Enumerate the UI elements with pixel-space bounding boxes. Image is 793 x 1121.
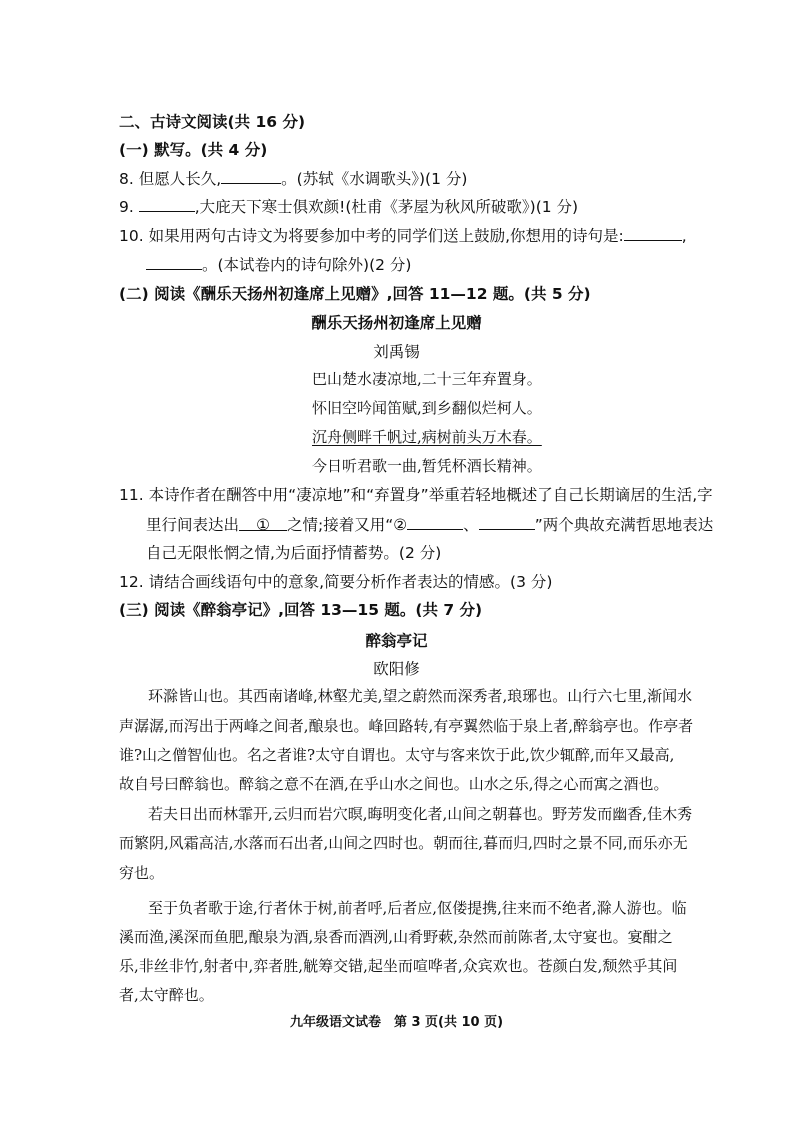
q12-text: 请结合画线语句中的意象,简要分析作者表达的情感。(3 分) (148, 573, 553, 591)
q11-text-d: ”两个典故充满哲思地表达 (534, 516, 714, 534)
question-9 (119, 196, 578, 217)
question-10 (119, 225, 687, 246)
essay-p1-line: 谁?山之僧智仙也。名之者谁?太守自谓也。太守与客来饮于此,饮少辄醉,而年又最高, (119, 746, 675, 764)
essay-p2-line: 穷也。 (119, 864, 165, 882)
question-12 (119, 572, 552, 592)
q11-blank-1[interactable]: ① (239, 515, 287, 531)
essay-p3-line: 者,太守醉也。 (119, 986, 214, 1004)
poem-title: 酬乐天扬州初逢席上见赠 (311, 314, 482, 332)
essay-p1-line: 环滁皆山也。其西南诸峰,林壑尤美,望之蔚然而深秀者,琅琊也。山行六七里,渐闻水 (148, 687, 693, 705)
q8-answer-blank[interactable] (221, 168, 281, 184)
poem-line: 巴山楚水凄凉地,二十三年弃置身。 (312, 370, 542, 388)
section-title: 二、古诗文阅读(共 16 分) (119, 113, 306, 131)
question-11-line-2 (146, 514, 713, 535)
q11-blank-2a[interactable] (407, 514, 463, 530)
q8-number: 8. (119, 170, 134, 188)
q11-text-c: 、 (463, 516, 479, 534)
question-11-line-3: 自己无限怅惘之情,为后面抒情蓄势。(2 分) (146, 544, 442, 562)
q11-line-1: 本诗作者在酬答中用“凄凉地”和“弃置身”举重若轻地概述了自己长期谪居的生活,字 (148, 486, 713, 504)
q10-answer-blank-1[interactable] (624, 225, 682, 241)
essay-p1-line: 声潺潺,而泻出于两峰之间者,酿泉也。峰回路转,有亭翼然临于泉上者,醉翁亭也。作亭者 (119, 717, 694, 735)
q10-number: 10. (119, 227, 144, 245)
q11-text-a: 里行间表达出 (146, 516, 240, 534)
question-10-cont (146, 254, 411, 275)
question-8 (119, 168, 467, 189)
q10-text-a: 如果用两句古诗文为将要参加中考的同学们送上鼓励,你想用的诗句是: (148, 227, 624, 245)
q11-blank-2b[interactable] (479, 514, 535, 530)
poem-author: 刘禹锡 (373, 343, 420, 361)
q9-number: 9. (119, 198, 134, 216)
q9-text-b: ,大庇天下寒士俱欢颜!(杜甫《茅屋为秋风所破歌》)(1 分) (194, 198, 579, 216)
essay-author: 欧阳修 (373, 660, 420, 678)
poem-line-underlined: 沉舟侧畔千帆过,病树前头万木春。 (312, 428, 542, 446)
q8-text-b: 。(苏轼《水调歌头》)(1 分) (281, 170, 468, 188)
essay-p2-line: 而繁阴,风霜高洁,水落而石出者,山间之四时也。朝而往,暮而归,四时之景不同,而乐亦无 (119, 834, 688, 852)
q12-number: 12. (119, 573, 144, 591)
q10-text-c: 。(本试卷内的诗句除外)(2 分) (202, 256, 412, 274)
q11-text-b: 之情;接着又用“② (287, 516, 408, 534)
essay-p2-line: 若夫日出而林霏开,云归而岩穴暝,晦明变化者,山间之朝暮也。野芳发而幽香,佳木秀 (148, 805, 693, 823)
q10-answer-blank-2[interactable] (146, 254, 202, 270)
poem-line: 怀旧空吟闻笛赋,到乡翻似烂柯人。 (312, 399, 542, 417)
essay-title: 醉翁亭记 (365, 632, 428, 650)
q11-number: 11. (119, 486, 144, 504)
q10-text-b: , (681, 227, 687, 245)
part1-heading: (一) 默写。(共 4 分) (119, 141, 268, 159)
page-footer: 九年级语文试卷 第 3 页(共 10 页) (289, 1015, 504, 1030)
q8-text-a: 但愿人长久, (138, 170, 222, 188)
essay-p3-line: 溪而渔,溪深而鱼肥,酿泉为酒,泉香而酒洌,山肴野蔌,杂然而前陈者,太守宴也。宴酣之 (119, 928, 673, 946)
part2-heading: (二) 阅读《酬乐天扬州初逢席上见赠》,回答 11—12 题。(共 5 分) (119, 285, 591, 303)
poem-line: 今日听君歌一曲,暂凭杯酒长精神。 (312, 457, 542, 475)
essay-p3-line: 至于负者歌于途,行者休于树,前者呼,后者应,伛偻提携,往来而不绝者,滁人游也。临 (148, 899, 687, 917)
q9-answer-blank[interactable] (139, 196, 195, 212)
question-11 (119, 485, 713, 505)
part3-heading: (三) 阅读《醉翁亭记》,回答 13—15 题。(共 7 分) (119, 601, 483, 619)
essay-p3-line: 乐,非丝非竹,射者中,弈者胜,觥筹交错,起坐而喧哗者,众宾欢也。苍颜白发,颓然乎其间 (119, 957, 678, 975)
essay-p1-line: 故自号曰醉翁也。醉翁之意不在酒,在乎山水之间也。山水之乐,得之心而寓之酒也。 (119, 775, 669, 793)
